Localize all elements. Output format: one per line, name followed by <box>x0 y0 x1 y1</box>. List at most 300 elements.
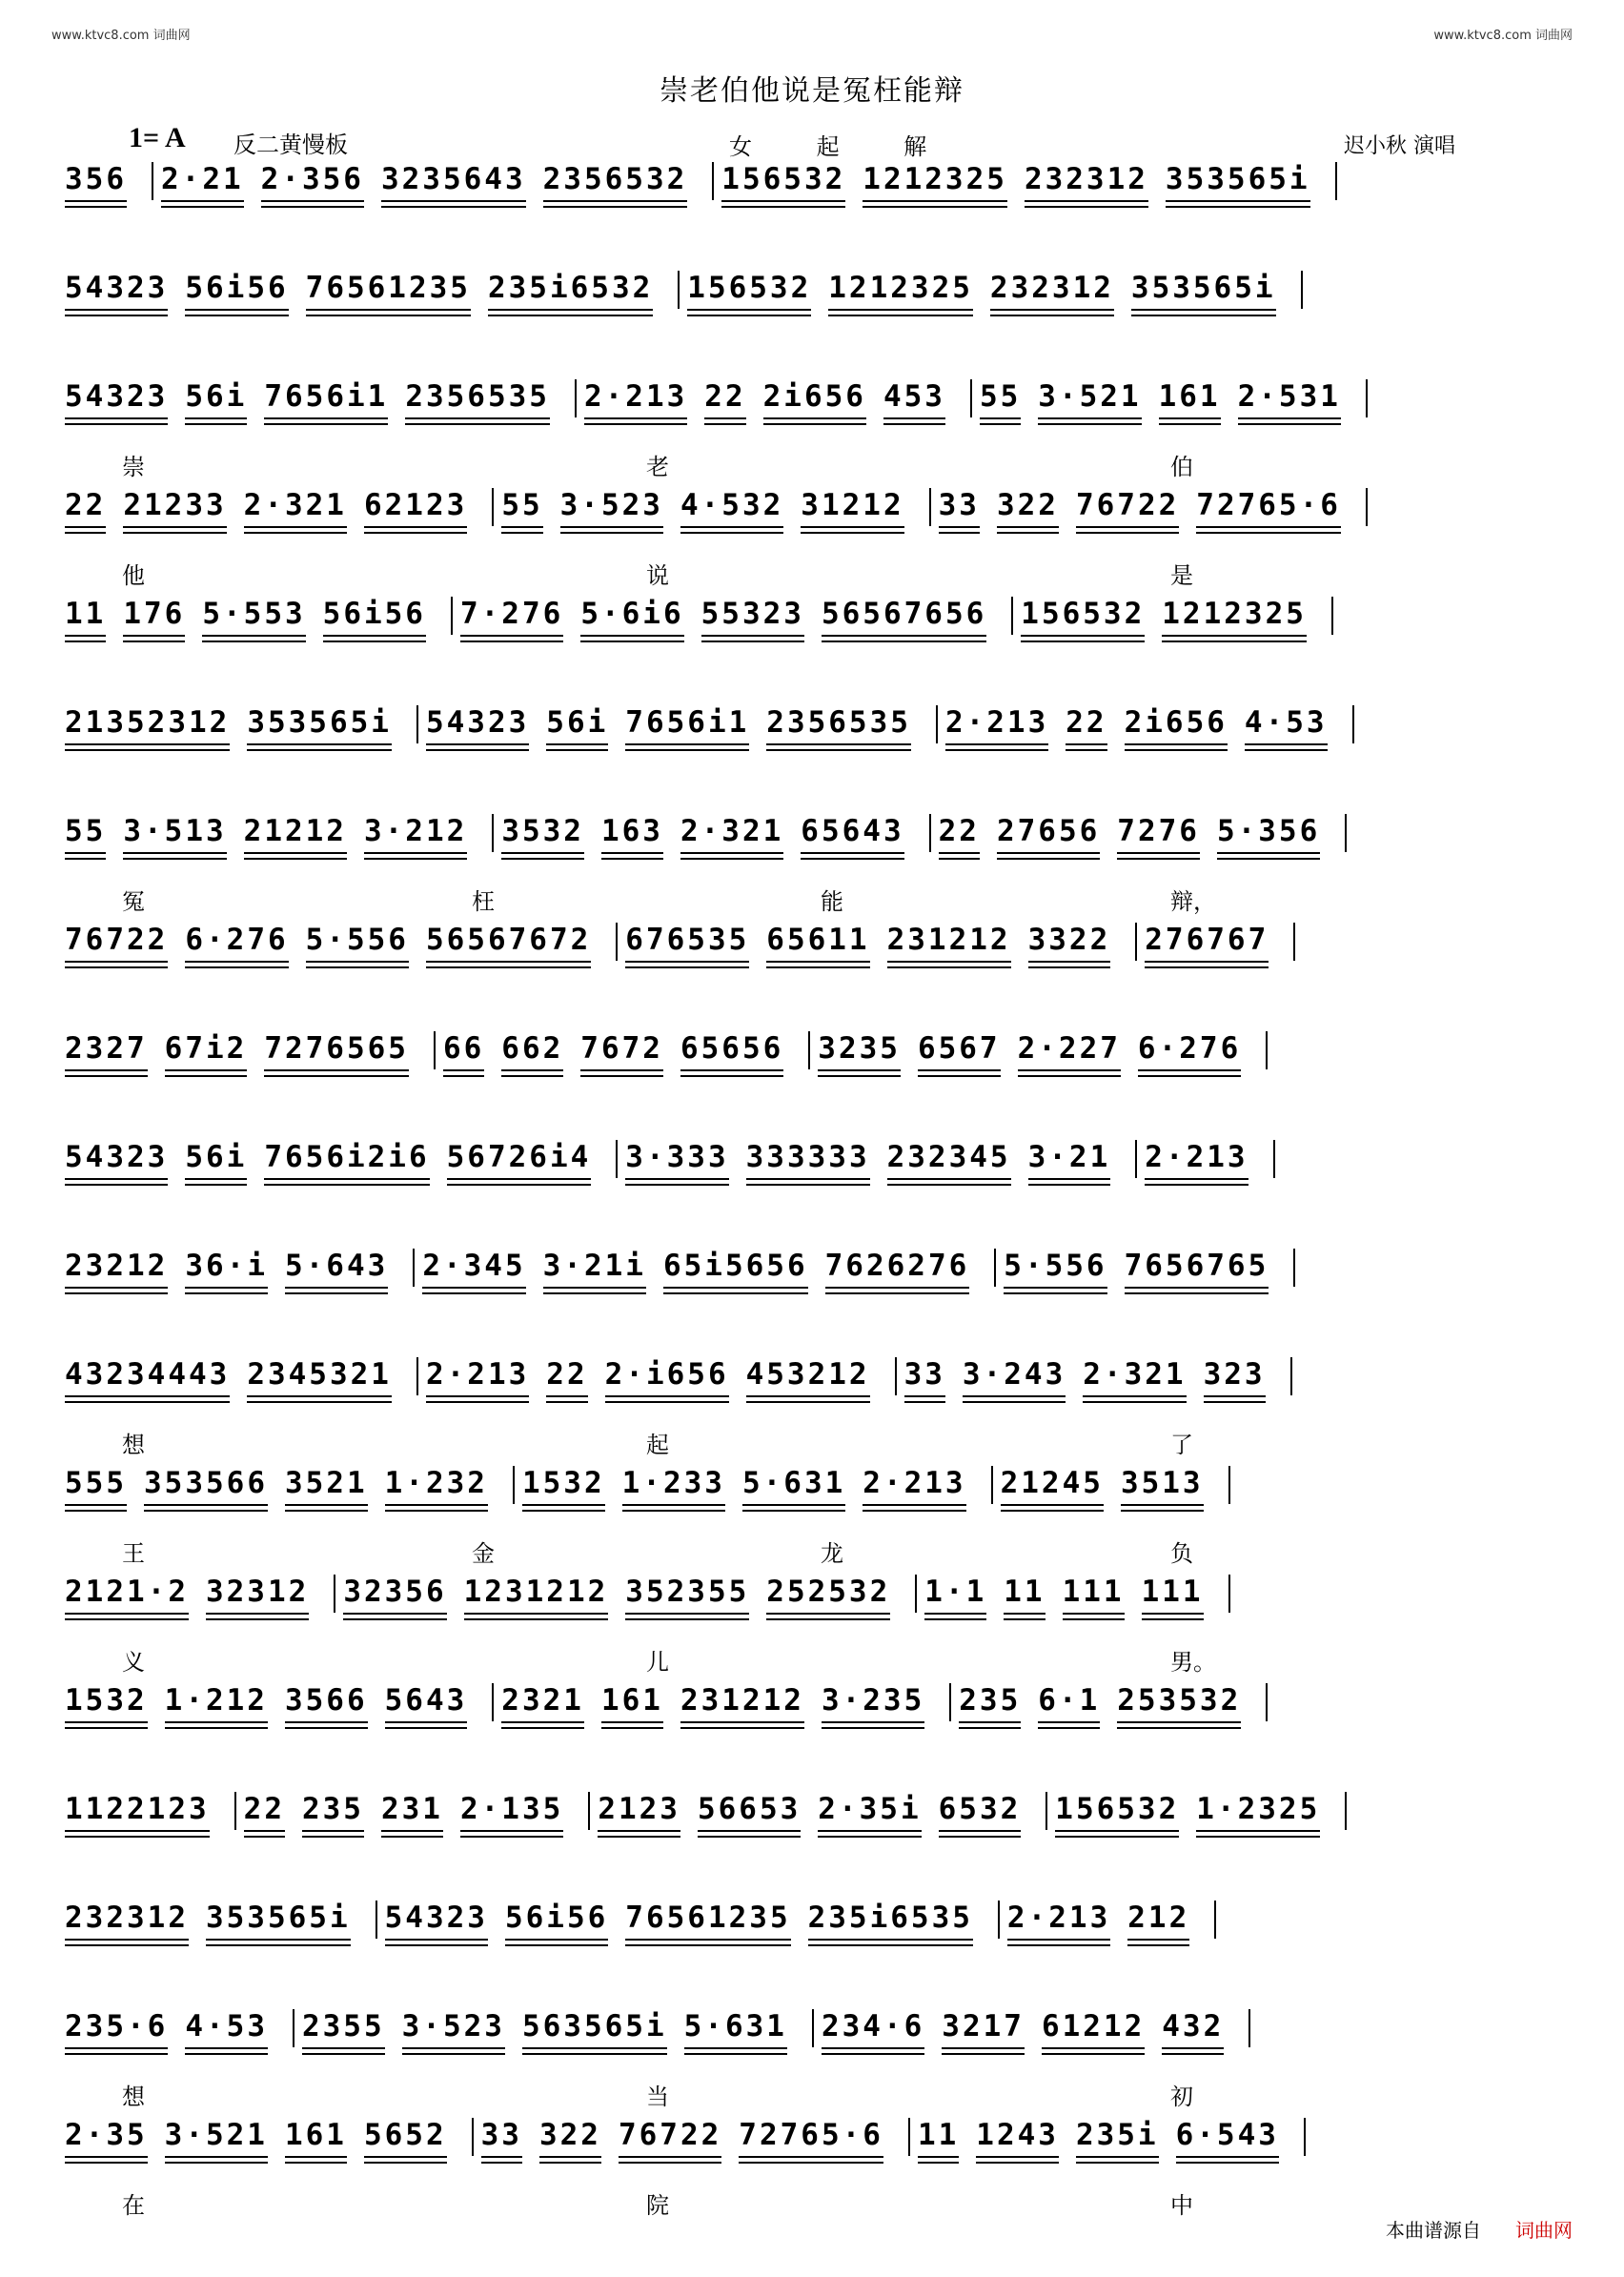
note-group: 54323 <box>65 1140 168 1182</box>
lyric-word: 崇 <box>122 454 145 480</box>
lyrics-line <box>65 1643 1566 1676</box>
note-group: 76722 <box>619 2118 721 2160</box>
note-group: 353565i <box>1131 271 1276 313</box>
note-group: 2·531 <box>1238 379 1341 421</box>
barline <box>1135 923 1137 961</box>
barline <box>1248 2009 1250 2047</box>
note-group: 322 <box>539 2118 601 2160</box>
lyric-word: 老 <box>646 454 669 480</box>
note-group: 3·235 <box>822 1683 924 1725</box>
note-group: 3513 <box>1121 1466 1204 1508</box>
note-group: 3235643 <box>381 162 526 204</box>
barline <box>616 1140 618 1178</box>
lyric-word: 当 <box>646 2084 669 2110</box>
barline <box>1293 923 1295 961</box>
note-group: 3·333 <box>625 1140 728 1182</box>
note-group: 6·276 <box>185 923 288 965</box>
note-group: 56567656 <box>822 597 986 639</box>
note-group: 2356532 <box>543 162 688 204</box>
note-group: 323 <box>1204 1357 1266 1399</box>
staff-notes <box>65 1357 1566 1414</box>
note-group: 7656i1 <box>264 379 388 421</box>
note-group: 33 <box>904 1357 945 1399</box>
barline <box>1011 597 1013 635</box>
note-group: 22 <box>704 379 745 421</box>
tempo-marking: 反二黄慢板 <box>233 132 348 158</box>
note-group: 56i56 <box>185 271 288 313</box>
note-group: 56i <box>185 379 247 421</box>
note-group: 353565i <box>247 705 392 747</box>
note-group: 6·276 <box>1138 1031 1241 1073</box>
barline <box>1366 488 1368 526</box>
note-group: 5·631 <box>742 1466 845 1508</box>
staff-notes <box>65 923 1566 980</box>
note-group: 11 <box>1004 1575 1045 1616</box>
role-label: 女 起 解 <box>729 133 956 160</box>
note-group: 453212 <box>746 1357 870 1399</box>
note-group: 3·521 <box>1038 379 1141 421</box>
note-group: 5·556 <box>306 923 409 965</box>
barline <box>998 1901 1000 1939</box>
note-group: 232345 <box>887 1140 1011 1182</box>
note-group: 33 <box>939 488 980 530</box>
lyrics-line <box>65 448 1566 480</box>
note-group: 56567672 <box>426 923 591 965</box>
note-group: 2·321 <box>1083 1357 1186 1399</box>
note-group: 3521 <box>285 1466 368 1508</box>
lyric-word: 想 <box>122 1432 145 1458</box>
note-group: 2i656 <box>1125 705 1228 747</box>
note-group: 2·21 <box>161 162 244 204</box>
note-group: 232312 <box>990 271 1114 313</box>
barline <box>416 1357 418 1395</box>
note-group: 232312 <box>65 1901 189 1942</box>
note-group: 21212 <box>244 814 347 856</box>
barline <box>1214 1901 1216 1939</box>
barline <box>1331 597 1333 635</box>
barline <box>1045 1792 1047 1830</box>
note-group: 662 <box>501 1031 563 1073</box>
note-group: 72765·6 <box>739 2118 883 2160</box>
note-group: 234·6 <box>822 2009 924 2051</box>
note-group: 2·213 <box>1145 1140 1248 1182</box>
barline <box>1273 1140 1275 1178</box>
lyric-word: 在 <box>122 2192 145 2219</box>
note-group: 353565i <box>1166 162 1310 204</box>
barline <box>492 1683 494 1721</box>
lyrics-line <box>65 2078 1566 2110</box>
note-group: 353566 <box>144 1466 268 1508</box>
note-group: 5·631 <box>684 2009 787 2051</box>
lyric-word: 枉 <box>472 888 495 915</box>
note-group: 76561235 <box>625 1901 790 1942</box>
note-group: 4·53 <box>185 2009 268 2051</box>
barline <box>434 1031 436 1069</box>
note-group: 353565i <box>206 1901 351 1942</box>
staff-notes <box>65 814 1566 871</box>
note-group: 76722 <box>1076 488 1179 530</box>
note-group: 22 <box>65 488 106 530</box>
note-group: 156532 <box>687 271 811 313</box>
note-group: 2121·2 <box>65 1575 189 1616</box>
note-group: 56653 <box>698 1792 801 1834</box>
note-group: 2·213 <box>584 379 687 421</box>
key-signature: 1= A <box>129 122 186 153</box>
footer-source-label: 本曲谱源自 <box>1386 2219 1481 2242</box>
note-group: 3217 <box>942 2009 1025 2051</box>
note-group: 2·213 <box>1007 1901 1110 1942</box>
barline <box>293 2009 294 2047</box>
note-group: 11 <box>918 2118 959 2160</box>
note-group: 56i56 <box>323 597 426 639</box>
note-group: 31212 <box>801 488 903 530</box>
note-group: 231212 <box>887 923 1011 965</box>
note-group: 5·553 <box>202 597 305 639</box>
note-group: 7672 <box>580 1031 663 1073</box>
note-group: 65611 <box>766 923 869 965</box>
lyrics-line <box>65 883 1566 915</box>
note-group: 7656i2i6 <box>264 1140 429 1182</box>
barline <box>588 1792 590 1830</box>
note-group: 3·21i <box>543 1249 646 1291</box>
note-group: 235·6 <box>65 2009 168 2051</box>
note-group: 27656 <box>997 814 1100 856</box>
staff-notes <box>65 597 1566 654</box>
note-group: 22 <box>939 814 980 856</box>
barline <box>376 1901 377 1939</box>
lyrics-line <box>65 2186 1566 2219</box>
note-group: 1212325 <box>1162 597 1307 639</box>
note-group: 65656 <box>680 1031 783 1073</box>
staff-notes <box>65 2009 1566 2066</box>
note-group: 6·1 <box>1038 1683 1100 1725</box>
barline <box>1335 162 1337 200</box>
note-group: 32312 <box>206 1575 309 1616</box>
note-group: 55 <box>501 488 542 530</box>
barline <box>152 162 153 200</box>
lyrics-line <box>65 557 1566 589</box>
note-group: 3·521 <box>165 2118 268 2160</box>
note-group: 2·213 <box>863 1466 965 1508</box>
barline <box>1304 2118 1306 2156</box>
note-group: 3·523 <box>402 2009 505 2051</box>
score-title: 崇老伯他说是冤枉能辩 <box>660 74 964 108</box>
barline <box>1228 1466 1230 1504</box>
barline <box>936 705 938 743</box>
note-group: 111 <box>1063 1575 1125 1616</box>
note-group: 1532 <box>522 1466 605 1508</box>
note-group: 2·213 <box>945 705 1048 747</box>
note-group: 6567 <box>918 1031 1001 1073</box>
note-group: 156532 <box>1055 1792 1179 1834</box>
note-group: 2i656 <box>763 379 866 421</box>
lyric-word: 他 <box>122 562 145 589</box>
note-group: 2·35 <box>65 2118 148 2160</box>
note-group: 55 <box>65 814 106 856</box>
note-group: 56726i4 <box>447 1140 592 1182</box>
note-group: 1122123 <box>65 1792 210 1834</box>
barline <box>1228 1575 1230 1613</box>
note-group: 2355 <box>302 2009 385 2051</box>
barline <box>492 488 494 526</box>
barline <box>1301 271 1303 309</box>
lyric-word: 男。 <box>1170 1649 1216 1676</box>
note-group: 62123 <box>364 488 467 530</box>
note-group: 65643 <box>801 814 903 856</box>
barline <box>970 379 972 417</box>
note-group: 5·6i6 <box>580 597 683 639</box>
barline <box>616 923 618 961</box>
barline <box>513 1466 515 1504</box>
note-group: 161 <box>285 2118 347 2160</box>
note-group: 2321 <box>501 1683 584 1725</box>
note-group: 22 <box>546 1357 587 1399</box>
note-group: 231212 <box>680 1683 804 1725</box>
note-group: 1212325 <box>828 271 973 313</box>
note-group: 163 <box>601 814 663 856</box>
note-group: 161 <box>601 1683 663 1725</box>
note-group: 432 <box>1162 2009 1224 2051</box>
note-group: 322 <box>997 488 1059 530</box>
note-group: 5·556 <box>1004 1249 1106 1291</box>
staff-notes <box>65 1901 1566 1958</box>
barline <box>575 379 577 417</box>
barline <box>1352 705 1354 743</box>
note-group: 2·321 <box>244 488 347 530</box>
barline <box>712 162 714 200</box>
note-group: 54323 <box>65 271 168 313</box>
note-group: 2356535 <box>766 705 911 747</box>
barline <box>1266 1031 1268 1069</box>
note-group: 6532 <box>939 1792 1022 1834</box>
note-group: 2·345 <box>422 1249 525 1291</box>
note-group: 36·i <box>185 1249 268 1291</box>
barline <box>929 814 931 852</box>
barline <box>949 1683 951 1721</box>
note-group: 2·135 <box>460 1792 563 1834</box>
lyric-word: 院 <box>646 2192 669 2219</box>
note-group: 2·227 <box>1018 1031 1121 1073</box>
note-group: 6·543 <box>1176 2118 1279 2160</box>
note-group: 3·212 <box>364 814 467 856</box>
lyric-word: 初 <box>1170 2084 1193 2110</box>
note-group: 33 <box>481 2118 522 2160</box>
note-group: 5652 <box>364 2118 447 2160</box>
note-group: 76722 <box>65 923 168 965</box>
note-group: 232312 <box>1025 162 1148 204</box>
note-group: 356 <box>65 162 127 204</box>
lyric-word: 冤 <box>122 888 145 915</box>
note-group: 5643 <box>385 1683 468 1725</box>
performer-credit: 迟小秋 演唱 <box>1344 134 1455 158</box>
note-group: 55323 <box>701 597 804 639</box>
note-group: 453 <box>883 379 945 421</box>
barline <box>1345 1792 1347 1830</box>
footer-brand-link[interactable]: 词曲网 <box>1515 2219 1573 2242</box>
barline <box>812 2009 814 2047</box>
note-group: 21233 <box>123 488 226 530</box>
lyric-word: 王 <box>122 1540 145 1567</box>
note-group: 56i56 <box>505 1901 608 1942</box>
note-group: 212 <box>1127 1901 1189 1942</box>
lyrics-line <box>65 1426 1566 1458</box>
staff-notes <box>65 1466 1566 1523</box>
lyrics-line <box>65 1535 1566 1567</box>
note-group: 3·513 <box>123 814 226 856</box>
note-group: 23212 <box>65 1249 168 1291</box>
note-group: 56i <box>185 1140 247 1182</box>
note-group: 2·213 <box>426 1357 529 1399</box>
note-group: 54323 <box>426 705 529 747</box>
site-watermark-right: www.ktvc8.com 词曲网 <box>1433 29 1573 43</box>
note-group: 21245 <box>1001 1466 1104 1508</box>
note-group: 161 <box>1159 379 1221 421</box>
note-group: 55 <box>980 379 1021 421</box>
staff-notes <box>65 162 1566 219</box>
staff-notes <box>65 1140 1566 1197</box>
barline <box>1290 1357 1292 1395</box>
note-group: 253532 <box>1117 1683 1241 1725</box>
note-group: 235 <box>959 1683 1021 1725</box>
staff-notes <box>65 2118 1566 2175</box>
note-group: 276767 <box>1145 923 1269 965</box>
note-group: 7626276 <box>825 1249 970 1291</box>
note-group: 563565i <box>522 2009 667 2051</box>
note-group: 156532 <box>721 162 845 204</box>
staff-notes <box>65 1792 1566 1849</box>
barline <box>1293 1249 1295 1287</box>
note-group: 2123 <box>598 1792 680 1834</box>
staff-notes <box>65 705 1566 762</box>
note-group: 4·53 <box>1245 705 1328 747</box>
note-group: 1·212 <box>165 1683 268 1725</box>
note-group: 1·232 <box>385 1466 488 1508</box>
staff-notes <box>65 379 1566 437</box>
barline <box>994 1249 996 1287</box>
note-group: 176 <box>123 597 185 639</box>
note-group: 22 <box>244 1792 285 1834</box>
note-group: 56i <box>546 705 608 747</box>
note-group: 4·532 <box>680 488 783 530</box>
barline <box>1366 379 1368 417</box>
note-group: 235i6535 <box>808 1901 973 1942</box>
barline <box>416 705 418 743</box>
note-group: 3·523 <box>560 488 663 530</box>
note-group: 111 <box>1142 1575 1204 1616</box>
note-group: 11 <box>65 597 106 639</box>
barline <box>451 597 453 635</box>
lyric-word: 儿 <box>646 1649 669 1676</box>
barline <box>1135 1140 1137 1178</box>
note-group: 67i2 <box>165 1031 248 1073</box>
lyric-word: 义 <box>122 1649 145 1676</box>
note-group: 2·356 <box>261 162 364 204</box>
barline <box>895 1357 897 1395</box>
note-group: 76561235 <box>306 271 471 313</box>
note-group: 352355 <box>625 1575 749 1616</box>
note-group: 32356 <box>343 1575 446 1616</box>
note-group: 1532 <box>65 1683 148 1725</box>
note-group: 3322 <box>1028 923 1111 965</box>
lyric-word: 中 <box>1170 2192 1193 2219</box>
staff-notes <box>65 271 1566 328</box>
note-group: 3532 <box>501 814 584 856</box>
lyric-word: 说 <box>646 562 669 589</box>
note-group: 235i6532 <box>488 271 653 313</box>
barline <box>472 2118 474 2156</box>
barline <box>908 2118 910 2156</box>
lyric-word: 了 <box>1170 1432 1193 1458</box>
note-group: 333333 <box>746 1140 870 1182</box>
note-group: 1·233 <box>622 1466 725 1508</box>
barline <box>413 1249 415 1287</box>
barline <box>234 1792 236 1830</box>
note-group: 2·i656 <box>605 1357 729 1399</box>
barline <box>808 1031 810 1069</box>
lyric-word: 辩， <box>1170 888 1216 915</box>
note-group: 1243 <box>976 2118 1059 2160</box>
note-group: 7656i1 <box>625 705 749 747</box>
note-group: 22 <box>1066 705 1106 747</box>
note-group: 2345321 <box>247 1357 392 1399</box>
lyric-word: 是 <box>1170 562 1193 589</box>
note-group: 1231212 <box>464 1575 609 1616</box>
barline <box>492 814 494 852</box>
note-group: 54323 <box>385 1901 488 1942</box>
note-group: 156532 <box>1021 597 1145 639</box>
note-group: 231 <box>381 1792 443 1834</box>
lyric-word: 想 <box>122 2084 145 2110</box>
note-group: 21352312 <box>65 705 230 747</box>
note-group: 2356535 <box>405 379 550 421</box>
note-group: 1·1 <box>924 1575 986 1616</box>
staff-notes <box>65 488 1566 545</box>
staff-notes <box>65 1249 1566 1306</box>
note-group: 3·21 <box>1028 1140 1111 1182</box>
note-group: 61212 <box>1042 2009 1145 2051</box>
barline <box>929 488 931 526</box>
site-watermark-left: www.ktvc8.com 词曲网 <box>51 29 191 43</box>
note-group: 235i <box>1076 2118 1159 2160</box>
note-group: 5·356 <box>1217 814 1320 856</box>
note-group: 676535 <box>625 923 749 965</box>
staff-notes <box>65 1031 1566 1088</box>
note-group: 5·643 <box>285 1249 388 1291</box>
note-group: 66 <box>443 1031 484 1073</box>
note-group: 54323 <box>65 379 168 421</box>
barline <box>334 1575 335 1613</box>
note-group: 555 <box>65 1466 127 1508</box>
note-group: 1·2325 <box>1196 1792 1320 1834</box>
note-group: 2327 <box>65 1031 148 1073</box>
note-group: 43234443 <box>65 1357 230 1399</box>
note-group: 2·35i <box>818 1792 921 1834</box>
staff-notes <box>65 1575 1566 1632</box>
note-group: 3235 <box>818 1031 901 1073</box>
note-group: 7276 <box>1117 814 1200 856</box>
note-group: 3·243 <box>963 1357 1066 1399</box>
note-group: 7656765 <box>1125 1249 1269 1291</box>
note-group: 65i5656 <box>663 1249 808 1291</box>
barline <box>1266 1683 1268 1721</box>
note-group: 235 <box>302 1792 364 1834</box>
note-group: 2·321 <box>680 814 783 856</box>
note-group: 252532 <box>766 1575 890 1616</box>
lyric-word: 能 <box>821 888 843 915</box>
staff-notes <box>65 1683 1566 1740</box>
lyric-word: 起 <box>646 1432 669 1458</box>
barline <box>678 271 680 309</box>
